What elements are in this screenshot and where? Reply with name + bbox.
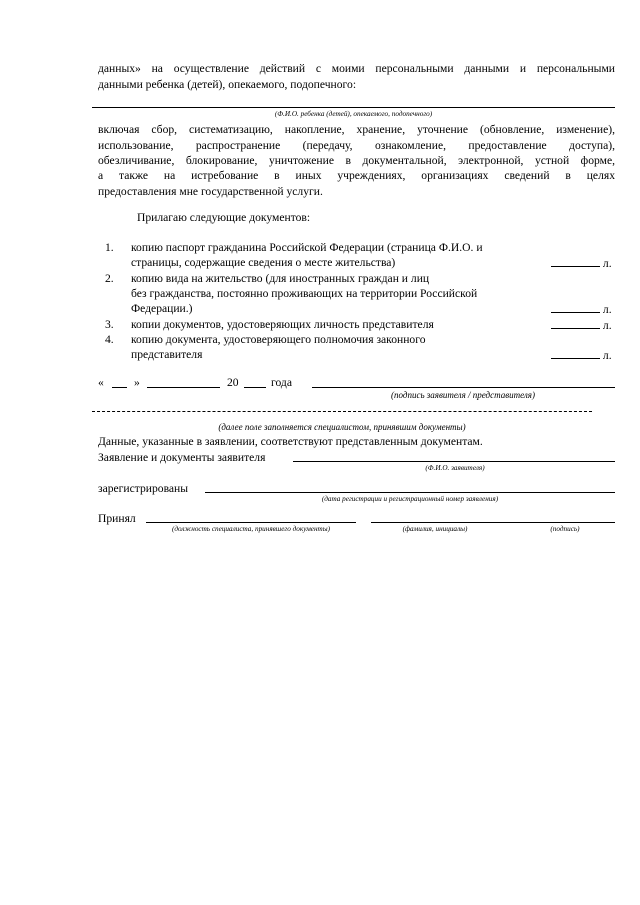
attachment-number: 3. [105,318,114,331]
applicant-docs-label: Заявление и документы заявителя [98,451,266,464]
attachment-text: представителя [131,348,203,361]
consent-line-1: данных» на осуществление действий с моими персональными данными и персональными [98,62,615,75]
sheets-unit: л. [602,257,612,270]
registration-caption: (дата регистрации и регистрационный номер заявления) [321,495,499,503]
applicant-fio-caption: (Ф.И.О. заявителя) [425,464,485,472]
accepted-label: Принял [98,512,136,525]
specialist-section-caption: (далее поле заполняется специалистом, принявшим документы) [218,422,466,432]
attachment-sheets-field[interactable] [551,255,615,272]
child-name-field[interactable] [92,107,615,108]
attachment-sheets-field[interactable] [551,317,615,334]
consent-purpose-line-3: обезличивание, блокирование, уничтожение в документальной, электронной, устной форме, [98,154,615,167]
specialist-name-caption: (фамилия, инициалы) [402,525,468,533]
data-match-statement: Данные, указанные в заявлении, соответствуют представленным документам. [98,435,483,448]
attachment-sheets-field[interactable] [551,301,615,318]
attachment-number: 2. [105,272,114,285]
date-month-field[interactable] [147,387,220,388]
date-open-quote: « [98,376,104,389]
attachment-text: Федерации.) [131,302,193,315]
section-divider [92,411,592,412]
registration-field[interactable] [205,492,615,493]
attachment-sheets-field[interactable] [551,347,615,364]
consent-purpose-line-2: использование, распространение (передачу, ознакомление, предоставление доступа), [98,139,615,152]
date-year-field[interactable] [244,387,266,388]
attachment-number: 1. [105,241,114,254]
specialist-signature-caption: (подпись) [550,525,580,533]
specialist-position-caption: (должность специалиста, принявшего документы) [171,525,331,533]
date-day-field[interactable] [112,387,127,388]
date-year-prefix: 20 [227,376,239,389]
attachment-number: 4. [105,333,114,346]
applicant-signature-caption: (подпись заявителя / представителя) [391,390,535,400]
attachment-text: без гражданства, постоянно проживающих на территории Российской [131,287,478,300]
attachment-text: копию вида на жительство (для иностранных граждан и лиц [131,272,430,285]
applicant-fio-field[interactable] [293,461,615,462]
consent-purpose-line-4: а также на истребование в иных учреждениях, организациях сведений в целях [98,169,615,182]
sheets-unit: л. [602,349,612,362]
specialist-position-field[interactable] [146,522,356,523]
date-close-quote: » [134,376,140,389]
attachment-text: страницы, содержащие сведения о месте жительства) [131,256,396,269]
date-year-suffix: года [271,376,292,389]
specialist-name-signature-field[interactable] [371,522,615,523]
applicant-signature-field[interactable] [312,387,615,388]
attachment-text: копии документов, удостоверяющих личность представителя [131,318,434,331]
consent-line-2: данными ребенка (детей), опекаемого, подопечного: [98,78,357,91]
registered-label: зарегистрированы [98,482,189,495]
child-name-caption: (Ф.И.О. ребенка (детей), опекаемого, подопечного) [274,110,433,118]
attachment-text: копию паспорт гражданина Российской Федерации (страница Ф.И.О. и [131,241,483,254]
sheets-unit: л. [602,319,612,332]
attachments-heading: Прилагаю следующие документов: [137,211,311,224]
sheets-unit: л. [602,303,612,316]
consent-purpose-line-1: включая сбор, систематизацию, накопление, хранение, уточнение (обновление, изменение), [98,123,615,136]
attachment-text: копию документа, удостоверяющего полномочия законного [131,333,426,346]
consent-purpose-line-5: предоставления мне государственной услуги. [98,185,323,198]
